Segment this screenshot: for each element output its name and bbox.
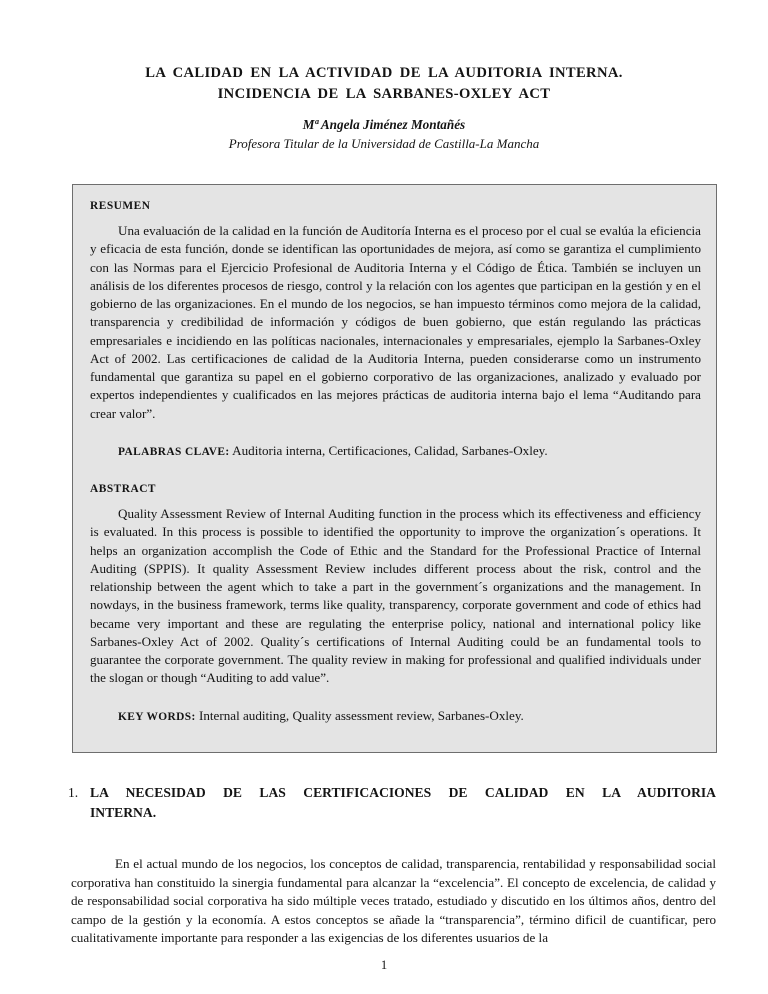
- abstract-label: ABSTRACT: [90, 483, 157, 495]
- resumen-paragraph: Una evaluación de la calidad en la función de Auditoría Interna es el proceso por el cual se evalúa la eficiencia y eficacia de esta función, donde se identifican las oportunidades de mejora, así como se garantiza el cumplimiento con las Normas para el Ejercicio Profesional de Auditoria Interna y el Código de Ética. También se incluyen un análisis de los diferentes procesos de riesgo, control y la relación con los agentes que participan en la gestión y en el gobierno de las organizaciones. En el mundo de los negocios, se han impuesto términos como mejora de la calidad, transparencia y credibilidad de información y códigos de buen gobierno, que están regulando las prácticas empresariales e incidiendo en las políticas nacionales, internacionales y empresariales, ejemplo la Sarbanes-Oxley Act of 2002. Las certificaciones de calidad de la Auditoria Interna, pueden considerarse como un instrumento fundamental que garantiza su papel en el gobierno corporativo de las organizaciones, analizado y evaluado por expertos independientes y cualificados en las mejores prácticas de auditoria interna bajo el lema “Auditando para crear valor”.: [90, 223, 701, 421]
- author-block: [96, 115, 672, 153]
- author-name: Mª Angela Jiménez Montañés: [302, 117, 466, 132]
- abstract-panel-content: [90, 199, 701, 726]
- page-number: 1: [380, 958, 388, 972]
- palabras-clave-paragraph: [90, 442, 701, 461]
- palabras-clave-values: Auditoria interna, Certificaciones, Calidad, Sarbanes-Oxley.: [229, 442, 548, 458]
- key-words-paragraph: [90, 707, 701, 726]
- abstract-panel: [72, 184, 717, 753]
- palabras-clave-label: PALABRAS CLAVE:: [118, 445, 230, 458]
- author-affiliation: Profesora Titular de la Universidad de Castilla-La Mancha: [228, 136, 540, 151]
- title-line-1: LA CALIDAD EN LA ACTIVIDAD DE LA AUDITORIA INTERNA.: [145, 65, 623, 81]
- abstract-paragraph: Quality Assessment Review of Internal Auditing function in the process which its effectiveness and efficiency is evaluated. In this process is possible to identified the opportunity to improve the organization´s operations. It helps an organization accomplish the Code of Ethic and the Standard for the Professional Practice of Internal Auditing (SPPIS). It quality Assessment Review includes different process about the risk, control and the relationship between the agent which to take a part in the government´s organizations and the management. In nowdays, in the business framework, terms like quality, transparency, corporate government and code of ethics had became very important and these are regulating the enterprise policy, national and international policy like Sarbanes-Oxley Act of 2002. Quality´s certifications of Internal Auditing could be an fundamental tools to guarantee the corporate government. The quality review in making for professional and qualified individuals under the slogan or though “Auditing to add value”.: [90, 506, 701, 686]
- page-title: [96, 63, 672, 105]
- section-1-title-line-1: LA NECESIDAD DE LAS CERTIFICACIONES DE CALIDAD EN LA AUDITORIA: [90, 785, 716, 800]
- section-1-body-paragraph: En el actual mundo de los negocios, los conceptos de calidad, transparencia, rentabilidad y responsabilidad social corporativa han constituido la sinergia fundamental para alcanzar la “excelencia”. El concepto de excelencia, de calidad y de responsabilidad social corporativa ha sido múltiple veces tratado, estudiado y discutido en los últimos años, dentro del campo de la gestión y la economía. A estos conceptos se añade la “transparencia”, término dificil de cuantificar, pero cualitativamente importante para responder a las exigencias de los diferentes usuarios de la: [71, 856, 716, 946]
- key-words-values: Internal auditing, Quality assessment review, Sarbanes-Oxley.: [195, 707, 524, 723]
- section-1-title: [90, 783, 716, 822]
- title-line-2: INCIDENCIA DE LA SARBANES-OXLEY ACT: [217, 86, 551, 102]
- section-1-title-line-2: INTERNA.: [90, 804, 157, 820]
- resumen-label: RESUMEN: [90, 200, 151, 212]
- key-words-label: KEY WORDS:: [118, 710, 196, 723]
- document-title-block: [96, 63, 672, 105]
- section-1-number: 1.: [68, 785, 79, 800]
- spacer: [90, 423, 701, 442]
- spacer: [90, 688, 701, 707]
- section-1-heading: [68, 783, 716, 822]
- spacer: [90, 461, 701, 482]
